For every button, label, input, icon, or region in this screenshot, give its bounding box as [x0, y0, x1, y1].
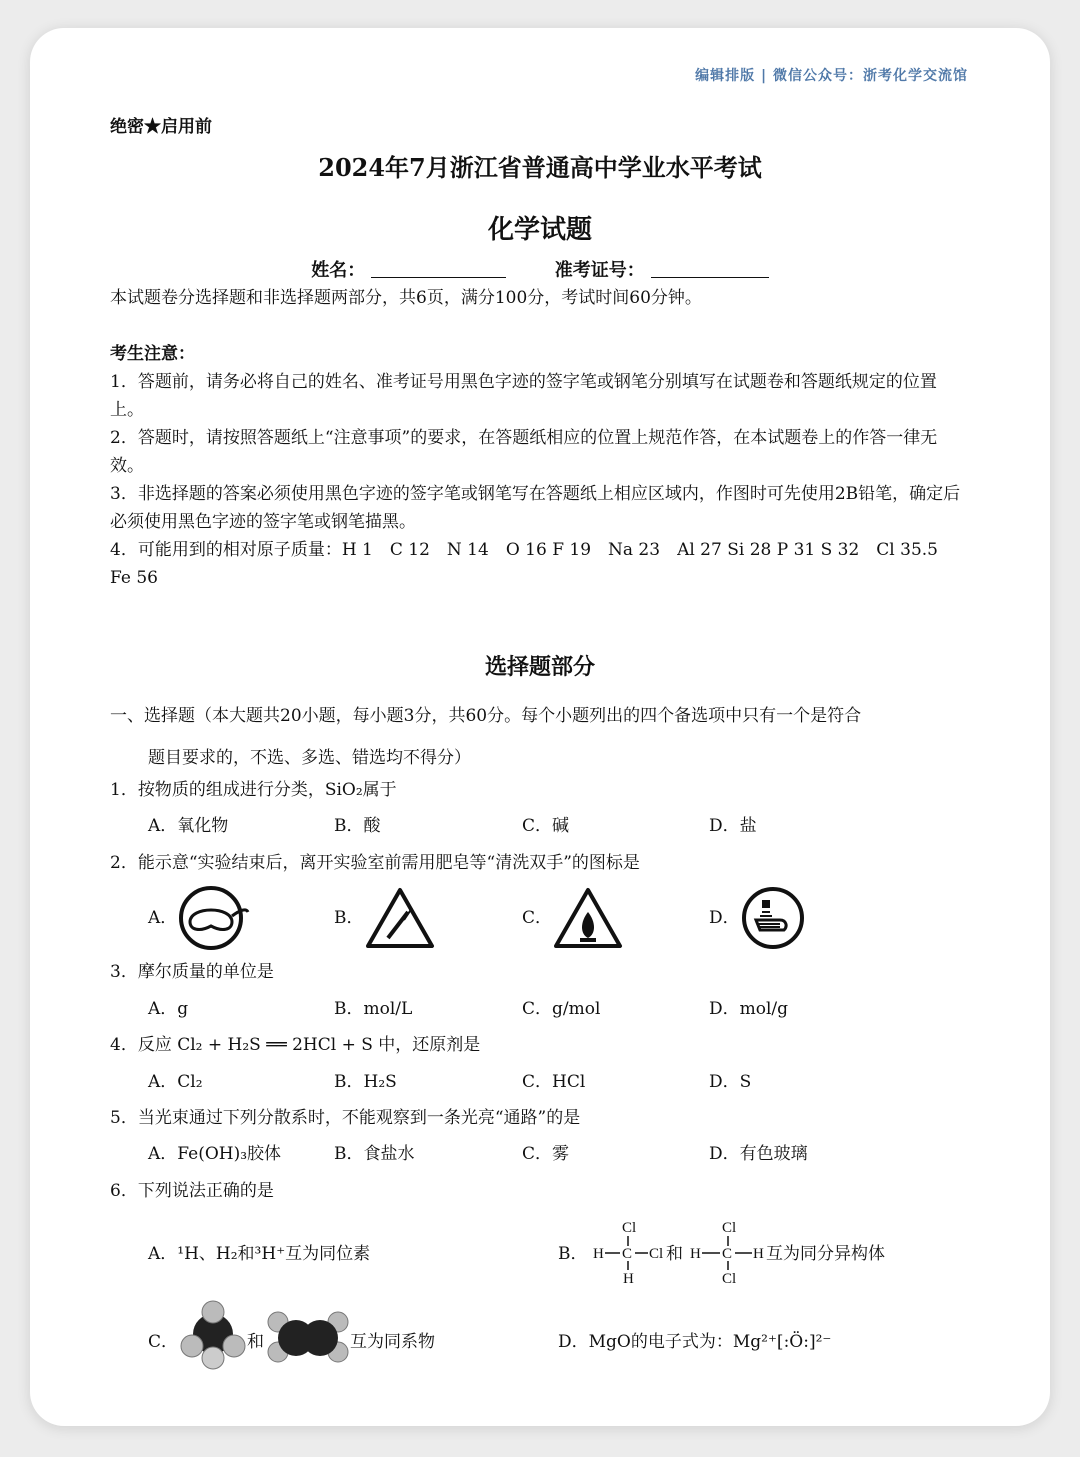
section-title: 选择题部分: [484, 654, 595, 680]
struct1-h-left: H: [593, 1246, 604, 1262]
candidate-info: [30, 256, 1050, 282]
struct1-c: C: [622, 1246, 633, 1262]
notice-item: 2．答题时，请按照答题纸上“注意事项”的要求，在答题纸相应的位置上规范作答，在本试题卷上的作答一律无效。: [110, 428, 938, 476]
q3-option-d[interactable]: D．mol/g: [709, 999, 789, 1019]
notice-item: 4．可能用到的相对原子质量：H 1 C 12 N 14 O 16 F 19 Na 23 Al 27 Si 28 P 31 S 32 Cl 35.5 Fe 56: [110, 540, 956, 588]
q5-option-c[interactable]: C．雾: [522, 1144, 570, 1164]
intro-text: 本试题卷分选择题和非选择题两部分，共6页，满分100分，考试时间60分钟。: [110, 288, 702, 308]
exam-title: 2024年7月浙江省普通高中学业水平考试: [318, 153, 762, 182]
notice-list: [110, 368, 970, 592]
q1-option-a[interactable]: A．氧化物: [148, 816, 229, 836]
q3-option-a[interactable]: A．g: [148, 999, 189, 1019]
q5-option-b[interactable]: B．食盐水: [334, 1144, 415, 1164]
q4-option-a[interactable]: A．Cl₂: [148, 1072, 203, 1092]
struct2-cl-top: Cl: [722, 1220, 737, 1236]
q6-option-c-and: 和: [247, 1332, 264, 1352]
q4-option-d[interactable]: D．S: [709, 1072, 752, 1092]
q6-stem: 6．下列说法正确的是: [110, 1181, 274, 1201]
q2-option-b[interactable]: B．: [334, 908, 364, 928]
name-blank[interactable]: [371, 259, 506, 278]
q6-option-c-label[interactable]: C．: [148, 1332, 179, 1352]
q2-stem: 2．能示意“实验结束后，离开实验室前需用肥皂等“清洗双手”的图标是: [110, 853, 640, 873]
subject-title: 化学试题: [487, 215, 592, 245]
q5-option-a[interactable]: A．Fe(OH)₃胶体: [148, 1144, 282, 1164]
struct-and: 和: [666, 1244, 683, 1263]
q4-option-c[interactable]: C．HCl: [522, 1072, 586, 1092]
notice-item: 1．答题前，请务必将自己的姓名、准考证号用黑色字迹的签字笔或钢笔分别填写在试题卷和答题纸规定的位置上。: [110, 372, 937, 420]
q2-option-c[interactable]: C．: [522, 908, 553, 928]
ethane-model-icon: [266, 1308, 350, 1368]
q5-stem: 5．当光束通过下列分散系时，不能观察到一条光亮“通路”的是: [110, 1108, 581, 1128]
id-label: 准考证号：: [554, 260, 645, 281]
q1-option-c[interactable]: C．碱: [522, 816, 570, 836]
q6-option-b[interactable]: [558, 1240, 588, 1268]
q1-option-d[interactable]: D．盐: [709, 816, 757, 836]
q6-option-b-label: B．: [558, 1244, 588, 1264]
q3-option-c[interactable]: C．g/mol: [522, 999, 601, 1019]
name-label: 姓名：: [311, 260, 366, 281]
methane-model-icon: [180, 1298, 246, 1372]
q6-option-d[interactable]: D．MgO的电子式为：Mg²⁺[:Ö:]²⁻: [558, 1332, 832, 1352]
exam-page: [30, 28, 1050, 1426]
q1-stem: 1．按物质的组成进行分类，SiO₂属于: [110, 780, 397, 800]
confidential-mark: 绝密★启用前: [110, 117, 212, 137]
struct2-c: C: [722, 1246, 733, 1262]
q1-option-b[interactable]: B．酸: [334, 816, 381, 836]
q3-stem: 3．摩尔质量的单位是: [110, 962, 274, 982]
q6-option-c-text: 互为同系物: [350, 1332, 435, 1352]
struct1-h-bottom: H: [623, 1271, 634, 1286]
q4-stem: 4．反应 Cl₂ + H₂S ══ 2HCl + S 中，还原剂是: [110, 1035, 481, 1055]
q3-option-b[interactable]: B．mol/L: [334, 999, 413, 1019]
notice-item: 3．非选择题的答案必须使用黑色字迹的签字笔或钢笔写在答题纸上相应区域内，作图时可先使用2B铅笔，确定后必须使用黑色字迹的签字笔或钢笔描黑。: [110, 484, 961, 532]
q2-option-d[interactable]: D．: [709, 908, 740, 928]
part1-heading-cont: 题目要求的，不选、多选、错选均不得分）: [148, 748, 471, 768]
sharp-object-warning-icon: [364, 886, 436, 950]
q5-option-d[interactable]: D．有色玻璃: [709, 1144, 808, 1164]
q6-option-b-text: 互为同分异构体: [766, 1244, 885, 1264]
hand-washing-icon: [740, 886, 806, 950]
part1-heading: 一、选择题（本大题共20小题，每小题3分，共60分。每个小题列出的四个备选项中只有一个是符合: [110, 706, 862, 726]
struct1-cl-right: Cl: [649, 1246, 664, 1262]
goggles-icon: [178, 886, 252, 950]
struct2-h-left: H: [690, 1246, 701, 1262]
q6-option-a[interactable]: A．¹H、H₂和³H⁺互为同位素: [148, 1244, 371, 1264]
struct2-cl-bottom: Cl: [722, 1271, 737, 1286]
struct2-h-right: H: [753, 1246, 764, 1262]
flame-warning-icon: [552, 886, 624, 950]
struct1-cl-top: Cl: [622, 1220, 637, 1236]
q2-option-a[interactable]: A．: [148, 908, 178, 928]
notice-heading: 考生注意：: [110, 344, 195, 364]
q4-option-b[interactable]: B．H₂S: [334, 1072, 397, 1092]
header-note: 编辑排版 | 微信公众号：浙考化学交流馆: [695, 68, 968, 84]
id-blank[interactable]: [651, 259, 769, 278]
